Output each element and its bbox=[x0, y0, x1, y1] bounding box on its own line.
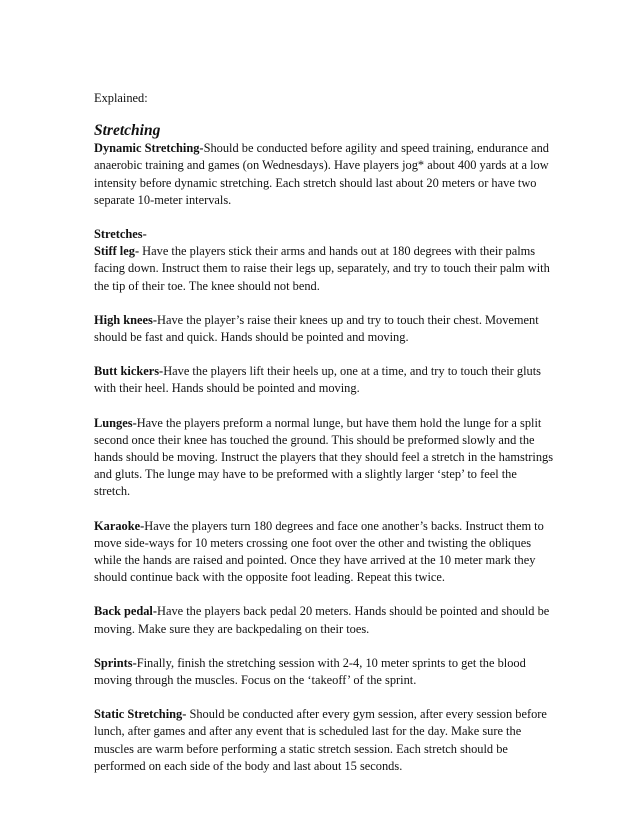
paragraph-high-knees bbox=[94, 312, 554, 346]
text-stiff-leg: Have the players stick their arms and hands out at 180 degrees with their palms facing down. Instruct them to raise their legs up, separately, and try to touch their palm with the tip of their toe. The knee should not bend. bbox=[94, 244, 550, 293]
paragraph-karaoke bbox=[94, 518, 554, 587]
paragraph-dynamic-stretching bbox=[94, 140, 554, 209]
text-dynamic-stretching: Should be conducted before agility and speed training, endurance and anaerobic training and games (on Wednesdays). Have players jog* about 400 yards at a low intensity before dynamic stretching. Each stretch should last about 20 meters or have two separate 10-meter intervals. bbox=[94, 141, 550, 207]
term-static-stretching: Static Stretching- bbox=[94, 707, 187, 722]
text-high-knees: Have the player’s raise their knees up and try to touch their chest. Movement should be fast and quick. Hands should be pointed and moving. bbox=[94, 312, 539, 345]
term-stiff-leg: Stiff leg- bbox=[94, 244, 140, 259]
text-butt-kickers: Have the players lift their heels up, one at a time, and try to touch their gluts with their heel. Hands should be pointed and moving. bbox=[94, 364, 541, 396]
text-karaoke: Have the players turn 180 degrees and face one another’s backs. Instruct them to move side-ways for 10 meters crossing one foot over the other and twisting the obliques while the hands are raised and pointed. Once they have arrived at the 10 meter mark they should continue back with the opposite foot leading. Repeat this twice. bbox=[94, 518, 544, 585]
document-page bbox=[94, 90, 554, 775]
section-title: Stretching bbox=[94, 122, 161, 140]
paragraph-butt-kickers bbox=[94, 363, 554, 397]
text-sprints: Finally, finish the stretching session with 2-4, 10 meter sprints to get the blood moving through the muscles. Focus on the ‘takeoff’ of the sprint. bbox=[94, 655, 526, 688]
paragraph-stiff-leg bbox=[94, 243, 554, 295]
term-dynamic-stretching: Dynamic Stretching- bbox=[94, 141, 204, 156]
paragraph-sprints bbox=[94, 655, 554, 689]
text-back-pedal: Have the players back pedal 20 meters. Hands should be pointed and should be moving. Make sure they are backpedaling on their toes. bbox=[94, 604, 550, 636]
term-sprints: Sprints- bbox=[94, 655, 137, 670]
term-karaoke: Karaoke- bbox=[94, 518, 145, 533]
intro-text: Explained: bbox=[94, 91, 148, 105]
term-back-pedal: Back pedal- bbox=[94, 604, 157, 619]
term-lunges: Lunges- bbox=[94, 415, 137, 430]
paragraph-static-stretching bbox=[94, 706, 554, 775]
paragraph-lunges bbox=[94, 415, 554, 501]
paragraph-back-pedal bbox=[94, 603, 554, 637]
text-lunges: Have the players preform a normal lunge, but have them hold the lunge for a split second once their knee has touched the ground. This should be preformed slowly and the hands should be moving. Instruct the players that they should feel a stretch in the hamstrings and gluts. The lunge may have to be preformed with a slightly larger ‘step’ to feel the stretch. bbox=[94, 415, 554, 499]
stretches-heading: Stretches- bbox=[94, 227, 147, 242]
text-static-stretching: Should be conducted after every gym session, after every session before lunch, after games and after any event that is scheduled last for the day. Make sure the muscles are warm before performing a static stretch session. Each stretch should be performed on each side of the body and last about 15 seconds. bbox=[94, 707, 547, 773]
term-high-knees: High knees- bbox=[94, 312, 157, 327]
term-butt-kickers: Butt kickers- bbox=[94, 364, 164, 379]
